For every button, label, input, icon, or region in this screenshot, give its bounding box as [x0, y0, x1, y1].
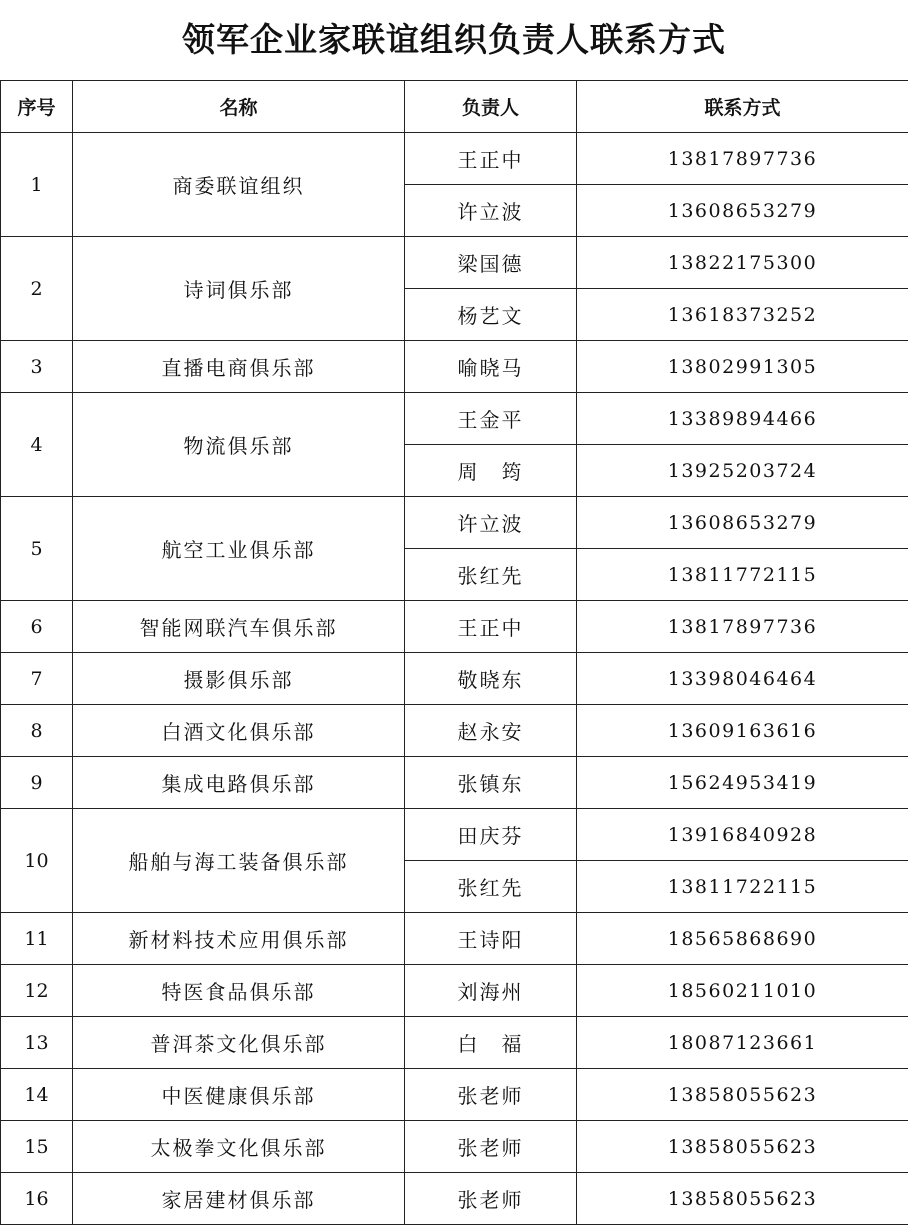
phone-number: 13817897736 — [577, 601, 908, 653]
leader-name: 杨艺文 — [405, 289, 577, 341]
row-index: 14 — [1, 1069, 73, 1121]
org-name: 船舶与海工装备俱乐部 — [73, 809, 405, 913]
contacts-table — [0, 80, 908, 1225]
leader-name: 许立波 — [405, 497, 577, 549]
leader-name: 刘海州 — [405, 965, 577, 1017]
org-name: 商委联谊组织 — [73, 133, 405, 237]
org-name: 新材料技术应用俱乐部 — [73, 913, 405, 965]
leader-name: 白 福 — [405, 1017, 577, 1069]
row-index: 3 — [1, 341, 73, 393]
org-name: 白酒文化俱乐部 — [73, 705, 405, 757]
phone-number: 13858055623 — [577, 1173, 908, 1225]
leader-name: 梁国德 — [405, 237, 577, 289]
org-name: 直播电商俱乐部 — [73, 341, 405, 393]
org-name: 物流俱乐部 — [73, 393, 405, 497]
org-name: 诗词俱乐部 — [73, 237, 405, 341]
org-name: 智能网联汽车俱乐部 — [73, 601, 405, 653]
leader-name: 喻晓马 — [405, 341, 577, 393]
phone-number: 13802991305 — [577, 341, 908, 393]
leader-name: 王正中 — [405, 133, 577, 185]
row-index: 16 — [1, 1173, 73, 1225]
phone-number: 13609163616 — [577, 705, 908, 757]
phone-number: 13608653279 — [577, 185, 908, 237]
leader-name: 敬晓东 — [405, 653, 577, 705]
phone-number: 13822175300 — [577, 237, 908, 289]
table-header-row — [1, 81, 908, 133]
table-row — [1, 653, 908, 705]
phone-number: 13811772115 — [577, 549, 908, 601]
leader-name: 王诗阳 — [405, 913, 577, 965]
phone-number: 13817897736 — [577, 133, 908, 185]
phone-number: 18565868690 — [577, 913, 908, 965]
row-index: 7 — [1, 653, 73, 705]
table-row — [1, 341, 908, 393]
table-row — [1, 601, 908, 653]
table-row — [1, 1017, 908, 1069]
leader-name: 赵永安 — [405, 705, 577, 757]
org-name: 摄影俱乐部 — [73, 653, 405, 705]
phone-number: 18087123661 — [577, 1017, 908, 1069]
leader-name: 王金平 — [405, 393, 577, 445]
org-name: 太极拳文化俱乐部 — [73, 1121, 405, 1173]
row-index: 8 — [1, 705, 73, 757]
phone-number: 13618373252 — [577, 289, 908, 341]
phone-number: 15624953419 — [577, 757, 908, 809]
column-header-leader: 负责人 — [405, 81, 577, 133]
org-name: 中医健康俱乐部 — [73, 1069, 405, 1121]
row-index: 12 — [1, 965, 73, 1017]
column-header-contact: 联系方式 — [577, 81, 908, 133]
leader-name: 许立波 — [405, 185, 577, 237]
org-name: 普洱茶文化俱乐部 — [73, 1017, 405, 1069]
row-index: 13 — [1, 1017, 73, 1069]
row-index: 2 — [1, 237, 73, 341]
table-row — [1, 497, 908, 549]
table-row — [1, 133, 908, 185]
leader-name: 张红先 — [405, 861, 577, 913]
row-index: 5 — [1, 497, 73, 601]
org-name: 集成电路俱乐部 — [73, 757, 405, 809]
table-row — [1, 705, 908, 757]
page-title: 领军企业家联谊组织负责人联系方式 — [182, 20, 726, 59]
table-row — [1, 1069, 908, 1121]
table-row — [1, 1121, 908, 1173]
leader-name: 王正中 — [405, 601, 577, 653]
table-row — [1, 913, 908, 965]
row-index: 6 — [1, 601, 73, 653]
org-name: 航空工业俱乐部 — [73, 497, 405, 601]
org-name: 特医食品俱乐部 — [73, 965, 405, 1017]
phone-number: 13389894466 — [577, 393, 908, 445]
leader-name: 田庆芬 — [405, 809, 577, 861]
row-index: 4 — [1, 393, 73, 497]
phone-number: 13398046464 — [577, 653, 908, 705]
leader-name: 张镇东 — [405, 757, 577, 809]
row-index: 10 — [1, 809, 73, 913]
phone-number: 13858055623 — [577, 1069, 908, 1121]
leader-name: 张老师 — [405, 1173, 577, 1225]
table-row — [1, 237, 908, 289]
phone-number: 13925203724 — [577, 445, 908, 497]
table-row — [1, 1173, 908, 1225]
phone-number: 18560211010 — [577, 965, 908, 1017]
leader-name: 张红先 — [405, 549, 577, 601]
phone-number: 13916840928 — [577, 809, 908, 861]
row-index: 1 — [1, 133, 73, 237]
column-header-name: 名称 — [73, 81, 405, 133]
table-row — [1, 809, 908, 861]
leader-name: 周 筠 — [405, 445, 577, 497]
phone-number: 13811722115 — [577, 861, 908, 913]
table-row — [1, 757, 908, 809]
org-name: 家居建材俱乐部 — [73, 1173, 405, 1225]
column-header-index: 序号 — [1, 81, 73, 133]
row-index: 9 — [1, 757, 73, 809]
table-row — [1, 393, 908, 445]
row-index: 11 — [1, 913, 73, 965]
leader-name: 张老师 — [405, 1121, 577, 1173]
row-index: 15 — [1, 1121, 73, 1173]
phone-number: 13608653279 — [577, 497, 908, 549]
leader-name: 张老师 — [405, 1069, 577, 1121]
table-row — [1, 965, 908, 1017]
phone-number: 13858055623 — [577, 1121, 908, 1173]
